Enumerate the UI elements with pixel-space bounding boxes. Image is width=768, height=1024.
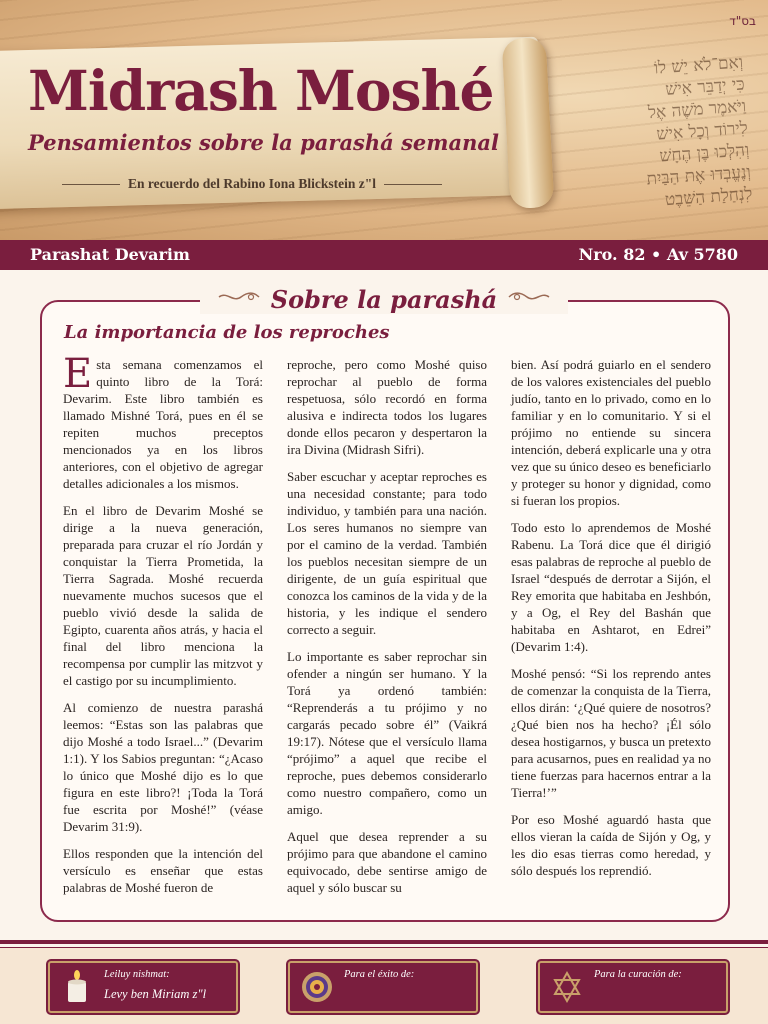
publication-title: Midrash Moshé [28,58,494,123]
paragraph: Por eso Moshé aguardó hasta que ellos vieran la caída de Sijón y Og, y les dio esas tierras como heredad, y sólo después los reprendió. [511,812,711,878]
candle-icon [60,969,94,1005]
paragraph: Saber escuchar y aceptar reproches es una necesidad constante; para todo individuo, y también para una nación. Los seres humanos no siempre van por el camino de la verdad. También los pueblos necesitan siempre de un dirigente, de un guía espiritual que conozca los caminos de la vida y de la historia, y les indique el sendero correcto a seguir. [287,469,487,637]
dedication-box-leiluy [48,961,238,1013]
divider [384,184,442,185]
paragraph: Todo esto lo aprendemos de Moshé Rabenu. La Torá dice que él dirigió esas palabras de reproche al pueblo de Israel “después de derrotar a Sijón, el Rey emorita que habitaba en Jeshbón, y a Og, el Rey del Bashán que habitaba en Ashtarot, en Edrei” (Devarim 1:4). [511,520,711,654]
memorial-text: En recuerdo del Rabino Iona Blickstein z"l [127,176,377,191]
hebrew-line: לִנְחַלַת הַשֵּׁבֶט [664,184,753,211]
paragraph: Lo importante es saber reprochar sin ofender a ningún ser humano. Y la Torá ya ordenó también: “Reprenderás a tu prójimo y no cargarás pecado sobre él” (Vaikrá 19:17). Nótese que el versículo llama “prójimo” a aquel que recibe el reproche, pues debemos considerarlo como nuestro compañero, como un amigo. [287,649,487,817]
besd-mark: בס"ד [729,14,756,28]
paragraph: Al comienzo de nuestra parashá leemos: “Estas son las palabras que dijo Moshé a todo Israel...” (Devarim 1:1). Y los Sabios preguntan: “¿Acaso lo único que Moshé dijo es lo que figura en este libro?! ¡Toda la Torá fue escrita por Moshé!” (véase Devarim 31:9). [63,700,263,834]
hebrew-line: כִּי יְדַבֵּר אִישׁ [664,74,746,100]
column-2 [287,356,487,906]
column-1 [63,351,263,906]
issue-band [0,240,768,270]
footer-rule [0,940,768,944]
paragraph: bien. Así podrá guiarlo en el sendero de los valores existenciales del pueblo judío, tanto en lo privado, como en lo familiar y en lo comunitario. Y si el prójimo no entiende su sincera intención, deberá explicarle una y otra vez que su único deseo es beneficiarlo y proteger su honor y dignidad, como si fueran los propios. [511,357,711,508]
column-3 [511,356,711,906]
divider [62,184,120,185]
section-title: Sobre la parashá [270,284,498,314]
hebrew-line: לִירוֹד וְכָל אִישׁ [655,118,749,145]
hebrew-line: וְנֶעֱבְדוּ אֶת הַבַּיִת [645,162,752,190]
drop-cap: E [63,351,93,397]
dedication-value: Levy ben Miriam z"l [104,987,207,1001]
flourish-right-icon [507,289,551,310]
star-of-david-icon [550,969,584,1005]
publication-subtitle: Pensamientos sobre la parashá semanal [28,130,499,155]
article-title: La importancia de los reproches [64,322,390,343]
flourish-left-icon [217,289,261,310]
paragraph: Moshé pensó: “Si los reprendo antes de comenzar la conquista de la Tierra, ellos dirán: ‘¿Qué quiere de nosotros? ¿Qué bien nos ha hecho? ¡Él sólo desea hostigarnos, y busca un pretexto para acusarnos, pues en realidad ya no tiene fuerzas para hacernos entrar a la Tierra!’” [511,666,712,800]
article-columns [63,351,712,906]
dedication-label: Para la curación de: [594,969,682,980]
paragraph: En el libro de Devarim Moshé se dirige a la nueva generación, preparada para cruzar el río Jordán y conquistar la Tierra Prometida, la Tierra Sagrada. Moshé recuerda nuevamente muchos sucesos que el pueblo vivió desde la salida de Egipto, cuarenta años atrás, y hacia el final del libro menciona la recompensa por cumplir las mitzvot y el castigo por su incumplimiento. [63,503,263,688]
dedication-box-exito [288,961,478,1013]
hebrew-line: וְהִלְּכוּ בֶּן הֶחָשׁ [658,140,750,167]
header-banner [0,0,768,240]
dedication-label: Leiluy nishmat: [104,969,170,980]
paragraph: reproche, pero como Moshé quiso reprochar al pueblo de forma respetuosa, sólo recordó en forma alusiva e indirecta todos los lugares donde ellos pecaron y despertaron la ira Divina (Midrash Sifri). [287,357,487,457]
mandala-icon [300,969,334,1005]
paragraph: Ellos responden que la intención del versículo es enseñar que estas palabras de Moshé fueron de [63,846,263,895]
paragraph: Aquel que desea reprender a su prójimo para que abandone el camino equivocado, debe sentirse amigo de aquel y sólo buscar su [287,829,487,895]
section-header [200,284,568,314]
issue-number: Nro. 82 • Av 5780 [578,245,738,264]
hebrew-line: וַיֹּאמֶר מֹשֶׁה אֶל [647,96,747,124]
hebrew-line: וְאִם־לֹא יֵשׁ לוֹ [653,52,744,79]
scroll-roll [502,37,555,209]
paragraph [63,351,263,492]
memorial-line [62,176,442,192]
paragraph-text: sta semana comenzamos el quinto libro de la Torá: Devarim. Este libro también es llamado Mishné Torá, pues en él se repiten muchos preceptos mencionados ya en los libros anteriores, con el objetivo de agregar detalles adicionales a los mismos. [63,357,263,491]
dedication-label: Para el éxito de: [344,969,415,980]
parasha-name: Parashat Devarim [30,245,190,264]
dedication-box-curacion [538,961,728,1013]
